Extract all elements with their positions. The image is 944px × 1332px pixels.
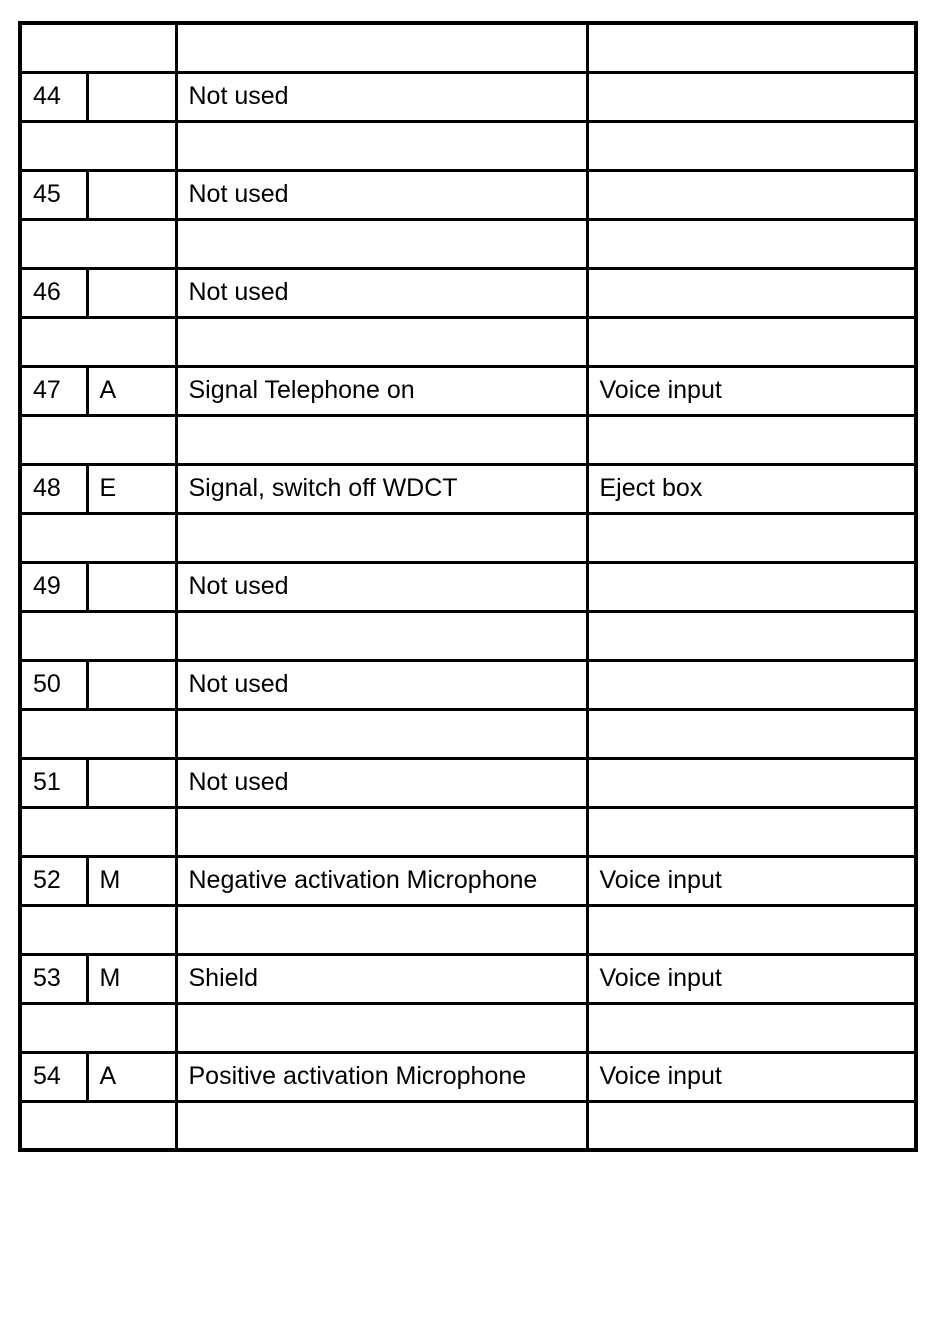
spacer-cell <box>20 709 176 758</box>
pin-number-cell: 50 <box>20 660 87 709</box>
pin-note-cell <box>587 170 916 219</box>
spacer-cell <box>176 121 587 170</box>
spacer-cell <box>176 1101 587 1150</box>
spacer-cell <box>587 415 916 464</box>
table-row <box>20 611 916 660</box>
table-row <box>20 317 916 366</box>
pin-note-cell <box>587 660 916 709</box>
pin-description-cell: Negative activation Microphone <box>176 856 587 905</box>
table-row <box>20 415 916 464</box>
pin-description-cell: Signal, switch off WDCT <box>176 464 587 513</box>
spacer-cell <box>587 1101 916 1150</box>
spacer-cell <box>20 415 176 464</box>
pin-number-cell: 49 <box>20 562 87 611</box>
spacer-cell <box>176 807 587 856</box>
spacer-cell <box>176 513 587 562</box>
pin-note-cell: Voice input <box>587 856 916 905</box>
pin-number-cell: 45 <box>20 170 87 219</box>
spacer-cell <box>587 611 916 660</box>
pin-code-cell: M <box>87 856 176 905</box>
pin-assignment-table <box>18 21 918 1152</box>
spacer-cell <box>587 513 916 562</box>
spacer-cell <box>176 905 587 954</box>
pin-description-cell: Not used <box>176 170 587 219</box>
pin-code-cell <box>87 660 176 709</box>
pin-note-cell: Eject box <box>587 464 916 513</box>
pin-code-cell <box>87 758 176 807</box>
table-row <box>20 366 916 415</box>
spacer-cell <box>176 219 587 268</box>
table-row <box>20 562 916 611</box>
pin-note-cell <box>587 72 916 121</box>
spacer-cell <box>176 1003 587 1052</box>
pin-note-cell <box>587 562 916 611</box>
spacer-cell <box>587 219 916 268</box>
pin-description-cell: Not used <box>176 562 587 611</box>
pin-code-cell: A <box>87 1052 176 1101</box>
spacer-cell <box>587 807 916 856</box>
table-row <box>20 1003 916 1052</box>
spacer-cell <box>176 317 587 366</box>
table-row <box>20 954 916 1003</box>
pin-note-cell: Voice input <box>587 954 916 1003</box>
spacer-cell <box>20 905 176 954</box>
pin-number-cell: 54 <box>20 1052 87 1101</box>
table-row <box>20 905 916 954</box>
pin-description-cell: Positive activation Microphone <box>176 1052 587 1101</box>
table-row <box>20 1101 916 1150</box>
spacer-cell <box>587 1003 916 1052</box>
pin-code-cell <box>87 268 176 317</box>
spacer-cell <box>20 219 176 268</box>
pin-note-cell: Voice input <box>587 1052 916 1101</box>
spacer-cell <box>20 807 176 856</box>
pin-code-cell: A <box>87 366 176 415</box>
table-row <box>20 72 916 121</box>
table-row <box>20 23 916 72</box>
spacer-cell <box>587 905 916 954</box>
pin-description-cell: Shield <box>176 954 587 1003</box>
spacer-cell <box>176 415 587 464</box>
pin-description-cell: Signal Telephone on <box>176 366 587 415</box>
pin-note-cell <box>587 268 916 317</box>
spacer-cell <box>20 611 176 660</box>
table-row <box>20 1052 916 1101</box>
pin-number-cell: 53 <box>20 954 87 1003</box>
pin-code-cell: M <box>87 954 176 1003</box>
table-row <box>20 856 916 905</box>
spacer-cell <box>587 121 916 170</box>
spacer-cell <box>587 317 916 366</box>
pin-note-cell <box>587 758 916 807</box>
spacer-cell <box>176 23 587 72</box>
spacer-cell <box>587 709 916 758</box>
pin-number-cell: 52 <box>20 856 87 905</box>
table-row <box>20 660 916 709</box>
pin-note-cell: Voice input <box>587 366 916 415</box>
table-row <box>20 807 916 856</box>
pin-description-cell: Not used <box>176 758 587 807</box>
pin-number-cell: 47 <box>20 366 87 415</box>
table-body <box>20 23 916 1150</box>
spacer-cell <box>20 513 176 562</box>
spacer-cell <box>20 1003 176 1052</box>
pin-number-cell: 44 <box>20 72 87 121</box>
table-row <box>20 121 916 170</box>
table-row <box>20 464 916 513</box>
table-row <box>20 513 916 562</box>
table-row <box>20 709 916 758</box>
pin-description-cell: Not used <box>176 268 587 317</box>
spacer-cell <box>176 709 587 758</box>
pin-number-cell: 48 <box>20 464 87 513</box>
pin-description-cell: Not used <box>176 72 587 121</box>
table-row <box>20 219 916 268</box>
pin-code-cell: E <box>87 464 176 513</box>
spacer-cell <box>20 23 176 72</box>
spacer-cell <box>20 1101 176 1150</box>
table-row <box>20 268 916 317</box>
pin-number-cell: 46 <box>20 268 87 317</box>
spacer-cell <box>176 611 587 660</box>
pin-number-cell: 51 <box>20 758 87 807</box>
spacer-cell <box>587 23 916 72</box>
pin-code-cell <box>87 170 176 219</box>
table-row <box>20 758 916 807</box>
table-row <box>20 170 916 219</box>
pin-code-cell <box>87 562 176 611</box>
pin-description-cell: Not used <box>176 660 587 709</box>
pin-code-cell <box>87 72 176 121</box>
spacer-cell <box>20 317 176 366</box>
spacer-cell <box>20 121 176 170</box>
